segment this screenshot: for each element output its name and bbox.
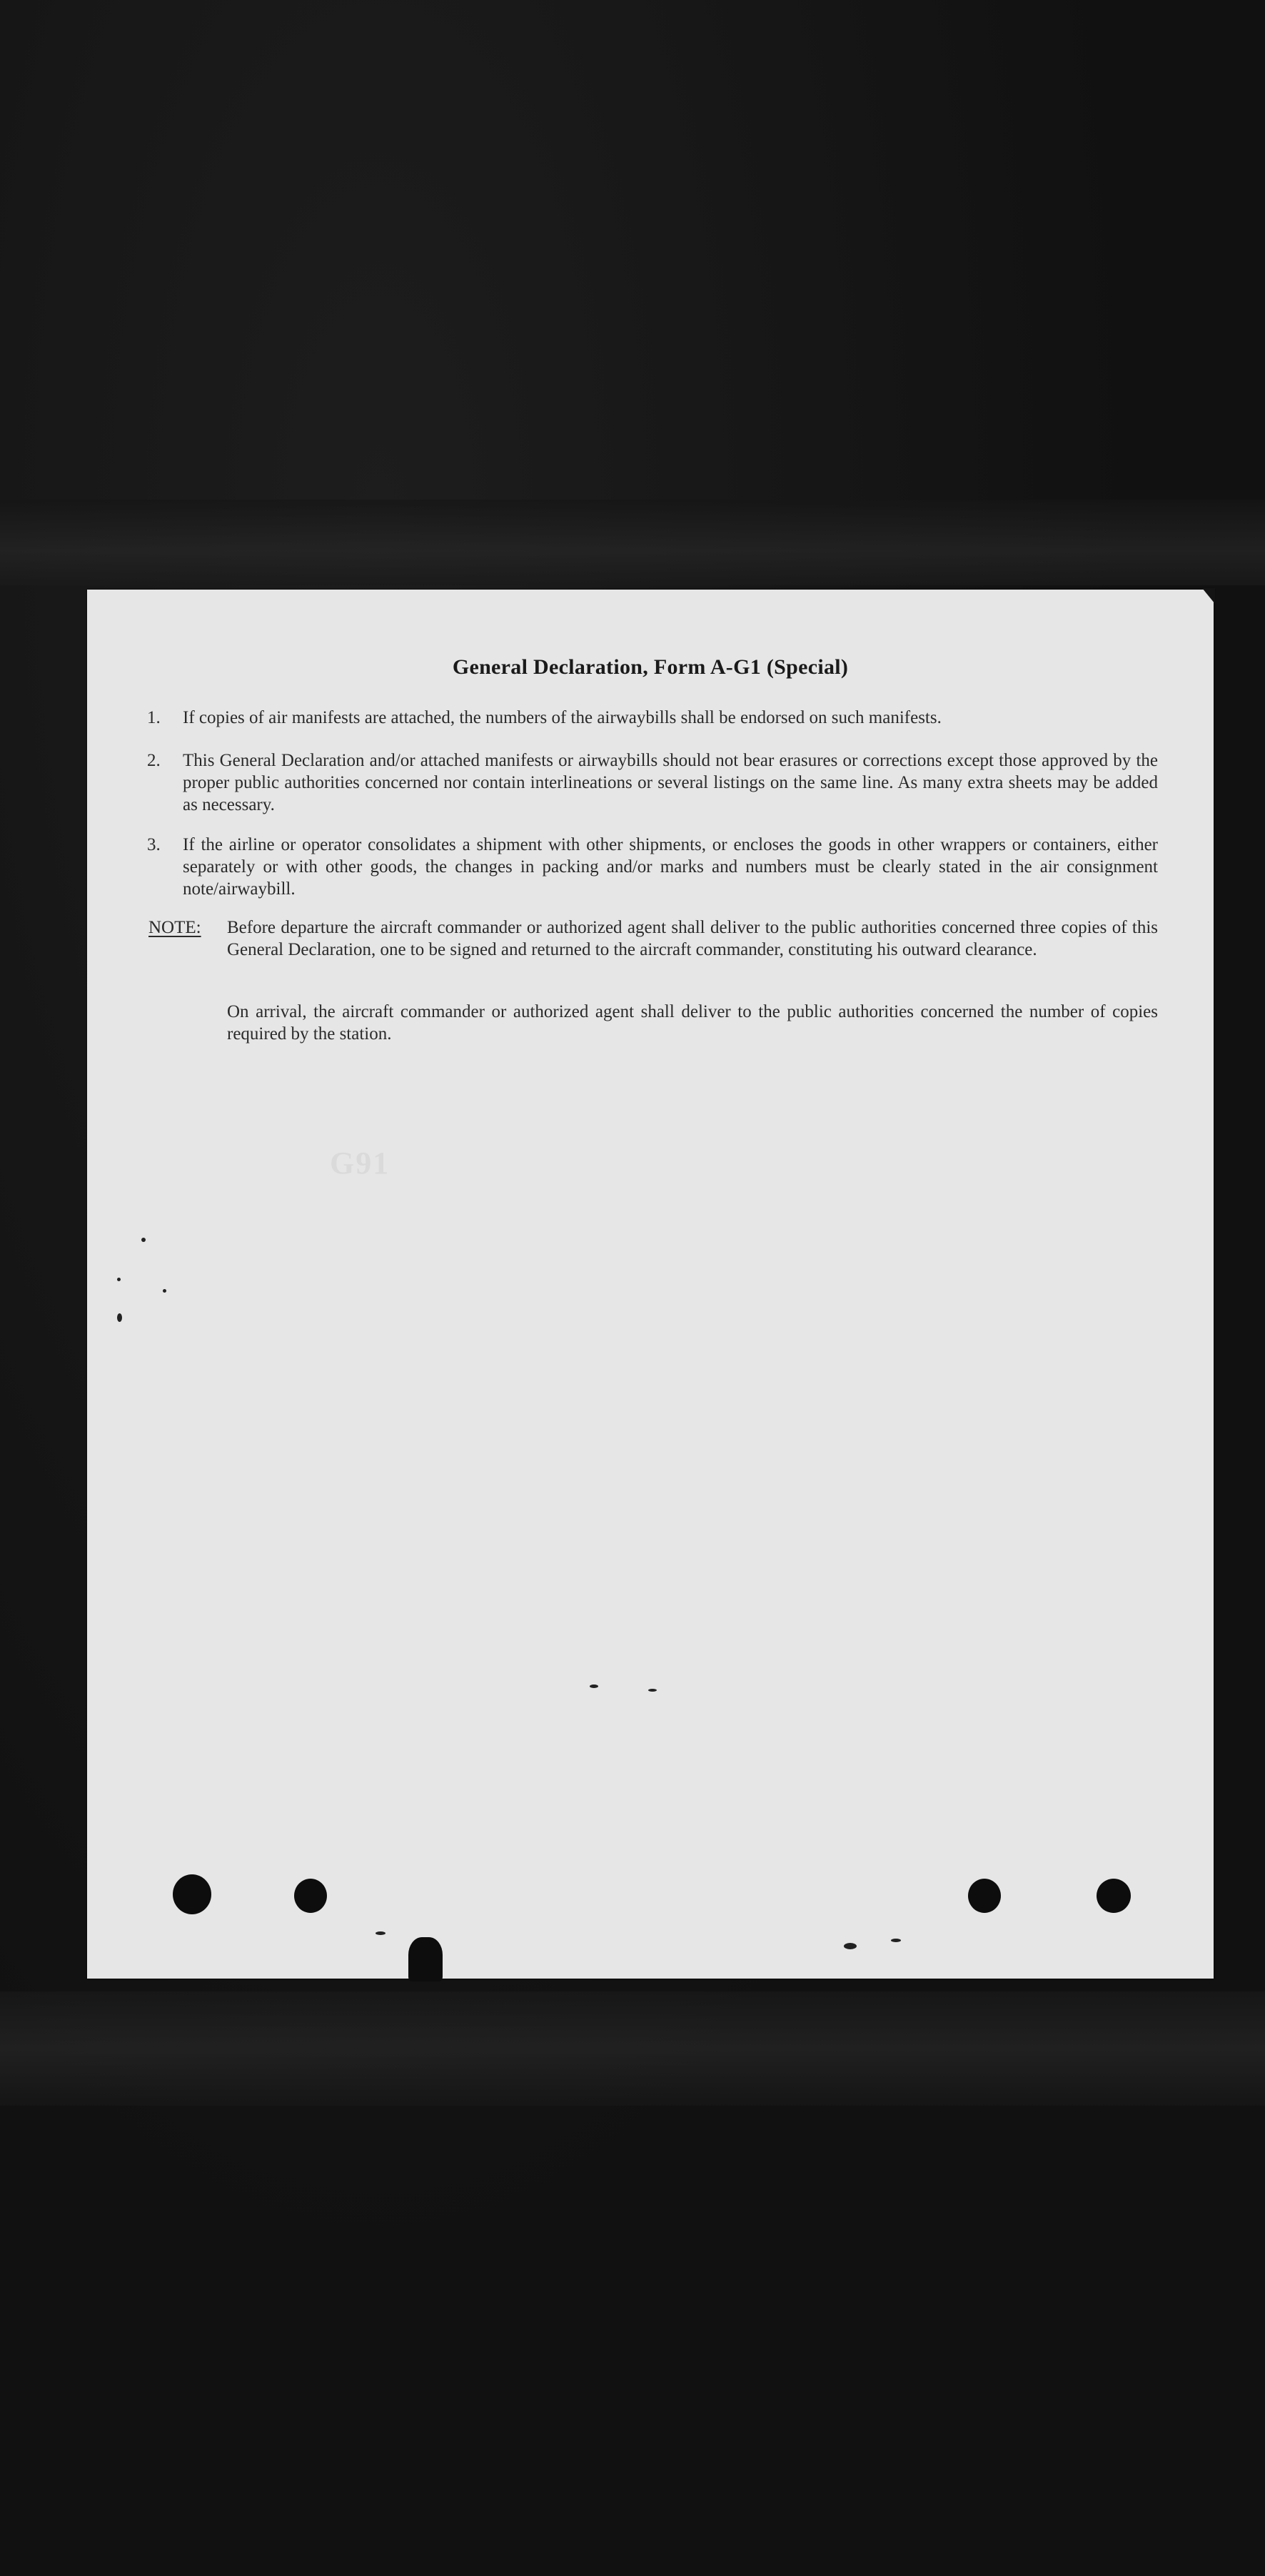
note-paragraph-2: On arrival, the aircraft commander or authorized agent shall deliver to the public authorities concerned the number of copies required by the station. <box>227 1002 1158 1044</box>
faint-stamp-mark: G91 <box>330 1146 390 1181</box>
dust-speck <box>141 1238 146 1242</box>
scan-band-bottom <box>0 1991 1265 2106</box>
dust-speck <box>590 1684 598 1688</box>
note-block-2 <box>148 1001 1158 1045</box>
punch-hole <box>173 1874 211 1914</box>
binding-notch <box>408 1937 443 1981</box>
dust-speck <box>648 1689 657 1692</box>
dust-speck <box>376 1931 385 1935</box>
page-corner-fold <box>1202 588 1215 604</box>
punch-hole <box>968 1879 1001 1913</box>
item-number: 1. <box>147 708 161 727</box>
document-page <box>87 590 1214 1979</box>
instruction-item-2 <box>147 749 1158 816</box>
punch-hole <box>294 1879 327 1913</box>
page-title: General Declaration, Form A-G1 (Special) <box>452 655 849 679</box>
item-number: 2. <box>147 751 161 770</box>
instruction-item-3 <box>147 834 1158 900</box>
dust-speck <box>117 1278 121 1281</box>
dust-speck <box>844 1943 857 1949</box>
dust-speck <box>163 1289 166 1293</box>
item-text: This General Declaration and/or attached manifests or airwaybills should not bear erasures or corrections except those approved by the proper public authorities concerned nor contain interlineations or several listings on the same line. As many extra sheets may be added as necessary. <box>183 751 1158 814</box>
instruction-item-1 <box>147 707 1158 729</box>
item-number: 3. <box>147 835 161 854</box>
note-label: NOTE: <box>148 918 201 937</box>
scan-band-top <box>0 500 1265 585</box>
note-paragraph-1: Before departure the aircraft commander or authorized agent shall deliver to the public authorities concerned three copies of this General Declaration, one to be signed and returned to the aircraft commander, constituting his outward clearance. <box>227 918 1158 959</box>
dust-speck <box>891 1939 901 1942</box>
note-block <box>148 916 1158 961</box>
item-text: If copies of air manifests are attached, the numbers of the airwaybills shall be endorsed on such manifests. <box>183 708 942 727</box>
dust-speck <box>117 1313 122 1322</box>
item-text: If the airline or operator consolidates a shipment with other shipments, or encloses the goods in other wrappers or containers, either separately or with other goods, the changes in packing and/or marks and numbers must be clearly stated in the air consignment note/airwaybill. <box>183 835 1158 899</box>
punch-hole <box>1097 1879 1131 1913</box>
